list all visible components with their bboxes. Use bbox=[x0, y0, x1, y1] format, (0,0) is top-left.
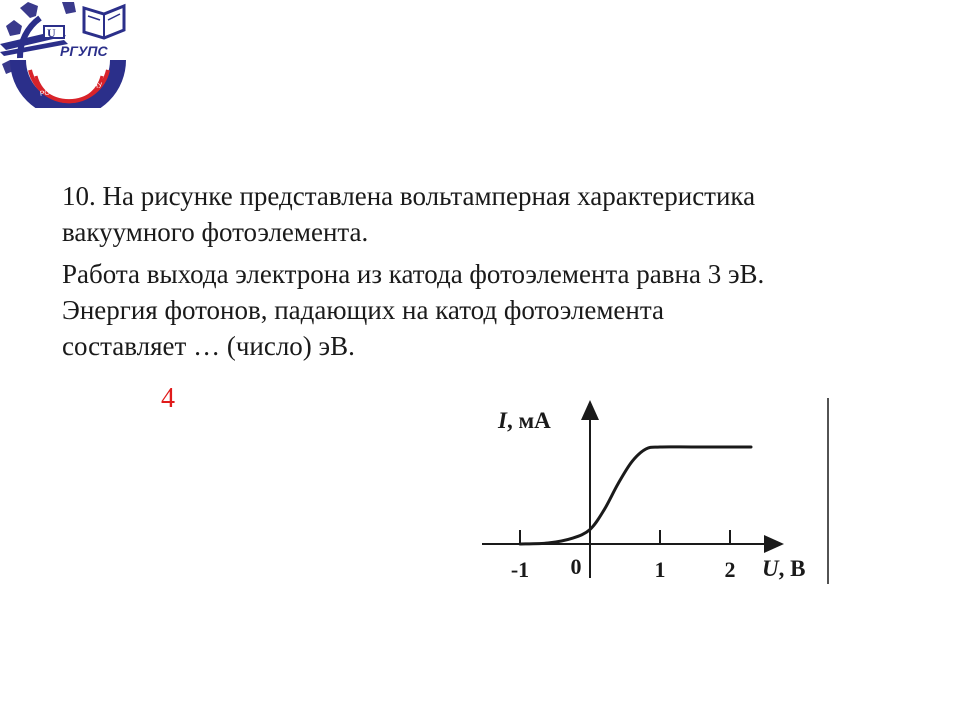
logo-letter: U bbox=[47, 26, 56, 40]
x-axis-label: U, В bbox=[762, 556, 806, 581]
question-line-5: составляет … (число) эВ. bbox=[62, 331, 355, 361]
y-axis-label: I, мА bbox=[498, 408, 551, 433]
y-axis-arrow bbox=[581, 400, 599, 420]
iv-curve bbox=[520, 447, 751, 544]
logo-text: РГУПС bbox=[60, 43, 108, 59]
question-line-1: 10. На рисунке представлена вольтамперная характеристика bbox=[62, 181, 756, 211]
question-line-4: Энергия фотонов, падающих на катод фотоэлемента bbox=[62, 295, 664, 325]
x-tick-label-1: 0 bbox=[570, 554, 582, 579]
logo-subtext: РОСТОВ-НА-ДОНУ bbox=[39, 82, 103, 98]
x-tick-label-3: 2 bbox=[724, 557, 736, 582]
question-line-3: Работа выхода электрона из катода фотоэлемента равна 3 эВ. bbox=[62, 259, 765, 289]
x-tick-label-2: 1 bbox=[654, 557, 666, 582]
question-line-2: вакуумного фотоэлемента. bbox=[62, 217, 369, 247]
answer-value: 4 bbox=[161, 383, 175, 414]
x-tick-label-0: -1 bbox=[510, 557, 530, 582]
x-axis-arrow bbox=[764, 535, 784, 553]
x-tick-labels bbox=[511, 554, 736, 582]
